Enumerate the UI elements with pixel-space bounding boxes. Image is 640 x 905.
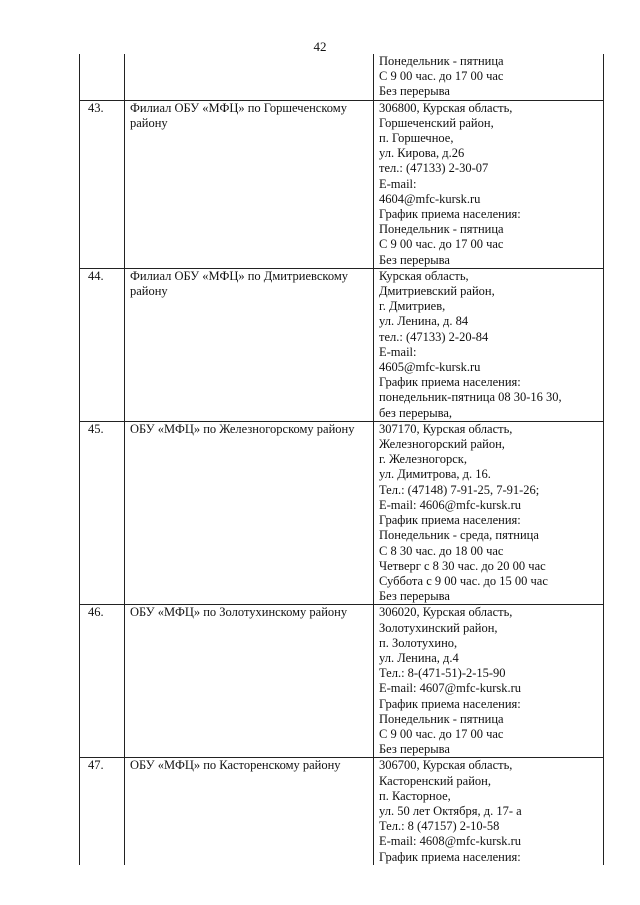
- contact-line: тел.: (47133) 2-30-07: [379, 161, 489, 176]
- branch-contact-cell: [374, 605, 604, 758]
- contact-line: Горшеченский район,: [379, 115, 494, 130]
- contact-line: ул. Кирова, д.26: [379, 146, 465, 161]
- contact-line: С 9 00 час. до 17 00 час: [379, 237, 504, 252]
- row-number-cell: [80, 758, 125, 865]
- contact-line: п. Касторное,: [379, 788, 451, 803]
- contact-line: Без перерыва: [379, 84, 450, 99]
- table-row: [80, 758, 604, 865]
- contact-line: без перерыва,: [379, 405, 453, 420]
- contact-line: г. Железногорск,: [379, 452, 467, 467]
- row-number: 44.: [88, 268, 104, 283]
- branch-contact-cell: [374, 100, 604, 268]
- table-row: [80, 421, 604, 604]
- row-number-cell: [80, 605, 125, 758]
- contact-line: 306800, Курская область,: [379, 100, 513, 115]
- branch-contact-cell: [374, 54, 604, 100]
- table-body: [80, 54, 604, 865]
- branch-name: Филиал ОБУ «МФЦ» по Горшеченскому району: [130, 100, 347, 130]
- contact-line: Тел.: (47148) 7-91-25, 7-91-26;: [379, 482, 540, 497]
- contact-line: понедельник-пятница 08 30-16 30,: [379, 390, 562, 405]
- branch-name-cell: [125, 421, 374, 604]
- contact-line: Понедельник - пятница: [379, 54, 504, 68]
- row-number-cell: [80, 100, 125, 268]
- contact-line: График приема населения:: [379, 696, 521, 711]
- contact-line: тел.: (47133) 2-20-84: [379, 329, 489, 344]
- contact-line: Тел.: 8 (47157) 2-10-58: [379, 819, 500, 834]
- branch-name: ОБУ «МФЦ» по Железногорскому району: [130, 421, 355, 436]
- mfc-branches-table: [79, 54, 604, 865]
- row-number: 46.: [88, 605, 104, 620]
- table-row: [80, 268, 604, 421]
- contact-line: Понедельник - среда, пятница: [379, 528, 539, 543]
- contact-line: п. Горшечное,: [379, 131, 454, 146]
- contact-line: Суббота с 9 00 час. до 15 00 час: [379, 573, 548, 588]
- branch-name-cell: [125, 100, 374, 268]
- contact-line: 4604@mfc-kursk.ru: [379, 191, 481, 206]
- contact-line: ул. 50 лет Октября, д. 17- а: [379, 803, 522, 818]
- branch-contact-cell: [374, 268, 604, 421]
- contact-line: Золотухинский район,: [379, 620, 498, 635]
- table-row: [80, 54, 604, 100]
- contact-line: ул. Ленина, д.4: [379, 650, 459, 665]
- row-number: 45.: [88, 421, 104, 436]
- contact-line: Дмитриевский район,: [379, 284, 495, 299]
- contact-line: С 9 00 час. до 17 00 час: [379, 726, 504, 741]
- contact-line: 306020, Курская область,: [379, 605, 513, 620]
- contact-line: ул. Димитрова, д. 16.: [379, 467, 491, 482]
- branch-name: ОБУ «МФЦ» по Касторенскому району: [130, 758, 341, 773]
- contact-line: Без перерыва: [379, 589, 450, 604]
- contact-line: п. Золотухино,: [379, 635, 458, 650]
- contact-line: С 9 00 час. до 17 00 час: [379, 69, 504, 84]
- branch-name-cell: [125, 54, 374, 100]
- row-number: 47.: [88, 758, 104, 773]
- contact-line: г. Дмитриев,: [379, 299, 446, 314]
- contact-line: Понедельник - пятница: [379, 222, 504, 237]
- contact-line: График приема населения:: [379, 207, 521, 222]
- branch-contact-cell: [374, 421, 604, 604]
- contact-line: Без перерыва: [379, 742, 450, 757]
- branch-name: ОБУ «МФЦ» по Золотухинскому району: [130, 605, 348, 620]
- branch-name-cell: [125, 758, 374, 865]
- contact-line: E-mail:: [379, 176, 417, 191]
- row-number: 43.: [88, 100, 104, 115]
- table-row: [80, 605, 604, 758]
- contact-line: Касторенский район,: [379, 773, 491, 788]
- contact-line: Четверг с 8 30 час. до 20 00 час: [379, 558, 546, 573]
- contact-line: 307170, Курская область,: [379, 421, 513, 436]
- page-number: 42: [313, 39, 327, 54]
- branch-name-cell: [125, 268, 374, 421]
- contact-line: ул. Ленина, д. 84: [379, 314, 469, 329]
- row-number-cell: [80, 268, 125, 421]
- contact-line: 4605@mfc-kursk.ru: [379, 360, 481, 375]
- contact-line: 306700, Курская область,: [379, 758, 513, 773]
- contact-line: Тел.: 8-(471-51)-2-15-90: [379, 666, 506, 681]
- branch-name: Филиал ОБУ «МФЦ» по Дмитриевскому району: [130, 268, 349, 299]
- contact-line: График приема населения:: [379, 513, 521, 528]
- contact-line: E-mail: 4608@mfc-kursk.ru: [379, 834, 522, 849]
- row-number-cell: [80, 54, 125, 100]
- contact-line: График приема населения:: [379, 375, 521, 390]
- branch-name-cell: [125, 605, 374, 758]
- contact-line: Без перерыва: [379, 252, 450, 267]
- contact-line: Железногорский район,: [379, 437, 505, 452]
- table-row: [80, 100, 604, 268]
- contact-line: С 8 30 час. до 18 00 час: [379, 543, 504, 558]
- contact-line: Понедельник - пятница: [379, 711, 504, 726]
- branch-contact-cell: [374, 758, 604, 865]
- contact-line: График приема населения:: [379, 849, 521, 864]
- contact-line: Курская область,: [379, 268, 469, 283]
- row-number-cell: [80, 421, 125, 604]
- contact-line: E-mail:: [379, 344, 417, 359]
- contact-line: E-mail: 4606@mfc-kursk.ru: [379, 497, 522, 512]
- contact-line: E-mail: 4607@mfc-kursk.ru: [379, 681, 522, 696]
